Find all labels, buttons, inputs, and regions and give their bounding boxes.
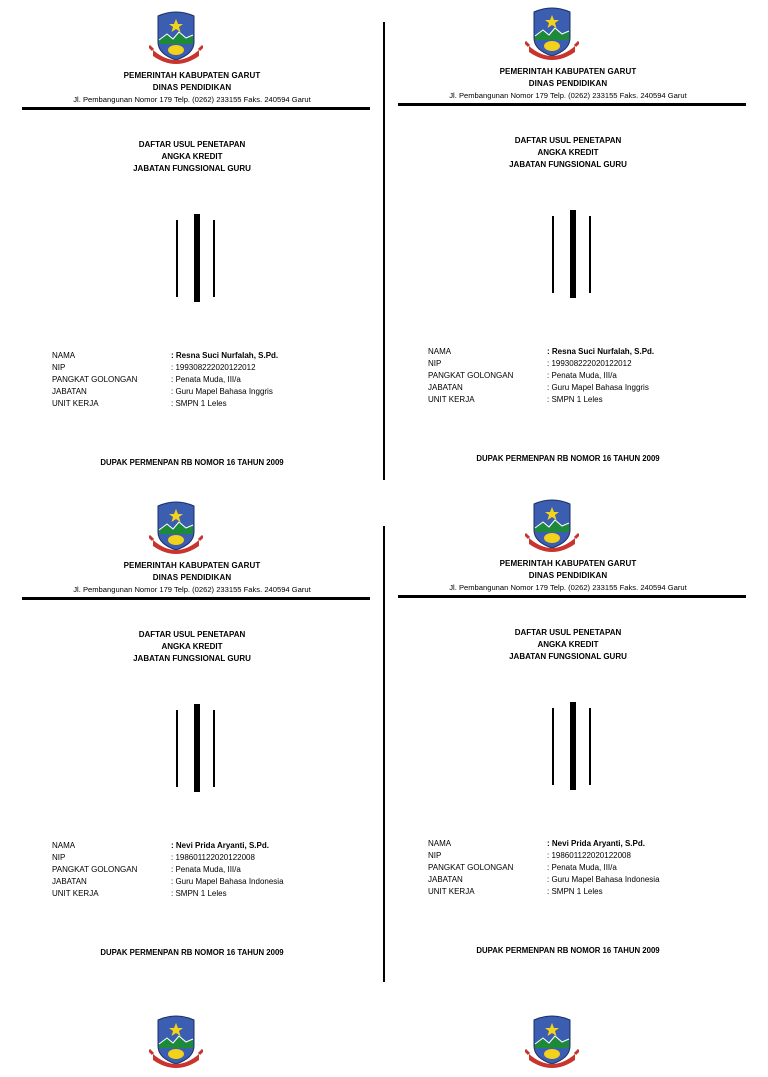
divider-bar-left (176, 710, 178, 787)
garut-crest-logo (149, 500, 203, 558)
value-nip: : 199308222020122012 (171, 363, 256, 372)
doc-title-line3: JABATAN FUNGSIONAL GURU (509, 652, 627, 661)
doc-title-line3: JABATAN FUNGSIONAL GURU (509, 160, 627, 169)
value-unit: : SMPN 1 Leles (547, 395, 603, 404)
value-nama: : Nevi Prida Aryanti, S.Pd. (547, 839, 645, 848)
value-unit: : SMPN 1 Leles (171, 399, 227, 408)
label-unit: UNIT KERJA (428, 395, 475, 404)
doc-title-line2: ANGKA KREDIT (161, 152, 223, 161)
value-nama: : Resna Suci Nurfalah, S.Pd. (171, 351, 279, 360)
header-org: PEMERINTAH KABUPATEN GARUT (123, 71, 261, 80)
value-pangkat: : Penata Muda, III/a (171, 375, 241, 384)
header-dept: DINAS PENDIDIKAN (528, 79, 608, 88)
divider-bar-left (176, 220, 178, 297)
label-nip: NIP (428, 359, 442, 368)
label-jabatan: JABATAN (52, 877, 87, 886)
column-cut-line (383, 22, 385, 480)
label-nama: NAMA (428, 347, 452, 356)
header-rule (398, 103, 746, 106)
divider-bar-right (213, 220, 215, 297)
doc-title-line1: DAFTAR USUL PENETAPAN (514, 136, 622, 145)
footer-dupak: DUPAK PERMENPAN RB NOMOR 16 TAHUN 2009 (476, 454, 660, 463)
doc-title-line1: DAFTAR USUL PENETAPAN (138, 630, 246, 639)
label-nama: NAMA (52, 351, 76, 360)
value-unit: : SMPN 1 Leles (171, 889, 227, 898)
doc-title-line1: DAFTAR USUL PENETAPAN (138, 140, 246, 149)
column-cut-line (383, 526, 385, 982)
label-nip: NIP (428, 851, 442, 860)
value-nama: : Resna Suci Nurfalah, S.Pd. (547, 347, 655, 356)
doc-title-line2: ANGKA KREDIT (537, 148, 599, 157)
header-rule (22, 597, 370, 600)
header-rule (398, 595, 746, 598)
label-pangkat: PANGKAT GOLONGAN (52, 375, 138, 384)
header-rule (22, 107, 370, 110)
label-pangkat: PANGKAT GOLONGAN (428, 371, 514, 380)
garut-crest-logo (149, 10, 203, 68)
doc-title-line3: JABATAN FUNGSIONAL GURU (133, 654, 251, 663)
label-unit: UNIT KERJA (52, 889, 99, 898)
label-jabatan: JABATAN (52, 387, 87, 396)
divider-bar-right (589, 708, 591, 785)
garut-crest-logo (525, 6, 579, 64)
value-nip: : 198601122020122008 (171, 853, 255, 862)
dupak-card (0, 490, 384, 980)
label-nip: NIP (52, 853, 66, 862)
value-jabatan: : Guru Mapel Bahasa Indonesia (171, 877, 284, 886)
dupak-card (376, 488, 760, 978)
footer-dupak: DUPAK PERMENPAN RB NOMOR 16 TAHUN 2009 (100, 948, 284, 957)
doc-title-line2: ANGKA KREDIT (537, 640, 599, 649)
value-jabatan: : Guru Mapel Bahasa Inggris (171, 387, 273, 396)
dupak-card (376, 0, 760, 486)
label-nip: NIP (52, 363, 66, 372)
garut-crest-logo (149, 1014, 203, 1072)
divider-bar-right (589, 216, 591, 293)
header-dept: DINAS PENDIDIKAN (152, 573, 232, 582)
divider-bar-middle (194, 704, 200, 792)
doc-title-line1: DAFTAR USUL PENETAPAN (514, 628, 622, 637)
divider-bar-middle (194, 214, 200, 302)
doc-title-line2: ANGKA KREDIT (161, 642, 223, 651)
label-nama: NAMA (428, 839, 452, 848)
header-address: Jl. Pembangunan Nomor 179 Telp. (0262) 233155 Faks. 240594 Garut (73, 585, 311, 594)
divider-bar-left (552, 708, 554, 785)
divider-bar-middle (570, 210, 576, 298)
garut-crest-logo (525, 498, 579, 556)
garut-crest-logo (525, 1014, 579, 1072)
label-unit: UNIT KERJA (52, 399, 99, 408)
header-org: PEMERINTAH KABUPATEN GARUT (499, 67, 637, 76)
footer-dupak: DUPAK PERMENPAN RB NOMOR 16 TAHUN 2009 (476, 946, 660, 955)
value-pangkat: : Penata Muda, III/a (547, 863, 617, 872)
header-org: PEMERINTAH KABUPATEN GARUT (499, 559, 637, 568)
label-pangkat: PANGKAT GOLONGAN (52, 865, 138, 874)
value-nama: : Nevi Prida Aryanti, S.Pd. (171, 841, 269, 850)
label-unit: UNIT KERJA (428, 887, 475, 896)
value-jabatan: : Guru Mapel Bahasa Inggris (547, 383, 649, 392)
header-address: Jl. Pembangunan Nomor 179 Telp. (0262) 233155 Faks. 240594 Garut (449, 91, 687, 100)
value-nip: : 199308222020122012 (547, 359, 632, 368)
footer-dupak: DUPAK PERMENPAN RB NOMOR 16 TAHUN 2009 (100, 458, 284, 467)
label-nama: NAMA (52, 841, 76, 850)
label-jabatan: JABATAN (428, 875, 463, 884)
doc-title-line3: JABATAN FUNGSIONAL GURU (133, 164, 251, 173)
label-pangkat: PANGKAT GOLONGAN (428, 863, 514, 872)
divider-bar-right (213, 710, 215, 787)
divider-bar-middle (570, 702, 576, 790)
header-dept: DINAS PENDIDIKAN (152, 83, 232, 92)
header-address: Jl. Pembangunan Nomor 179 Telp. (0262) 233155 Faks. 240594 Garut (449, 583, 687, 592)
dupak-card (0, 0, 384, 490)
header-dept: DINAS PENDIDIKAN (528, 571, 608, 580)
header-address: Jl. Pembangunan Nomor 179 Telp. (0262) 233155 Faks. 240594 Garut (73, 95, 311, 104)
value-pangkat: : Penata Muda, III/a (171, 865, 241, 874)
value-pangkat: : Penata Muda, III/a (547, 371, 617, 380)
header-org: PEMERINTAH KABUPATEN GARUT (123, 561, 261, 570)
value-unit: : SMPN 1 Leles (547, 887, 603, 896)
divider-bar-left (552, 216, 554, 293)
label-jabatan: JABATAN (428, 383, 463, 392)
value-nip: : 198601122020122008 (547, 851, 631, 860)
value-jabatan: : Guru Mapel Bahasa Indonesia (547, 875, 660, 884)
